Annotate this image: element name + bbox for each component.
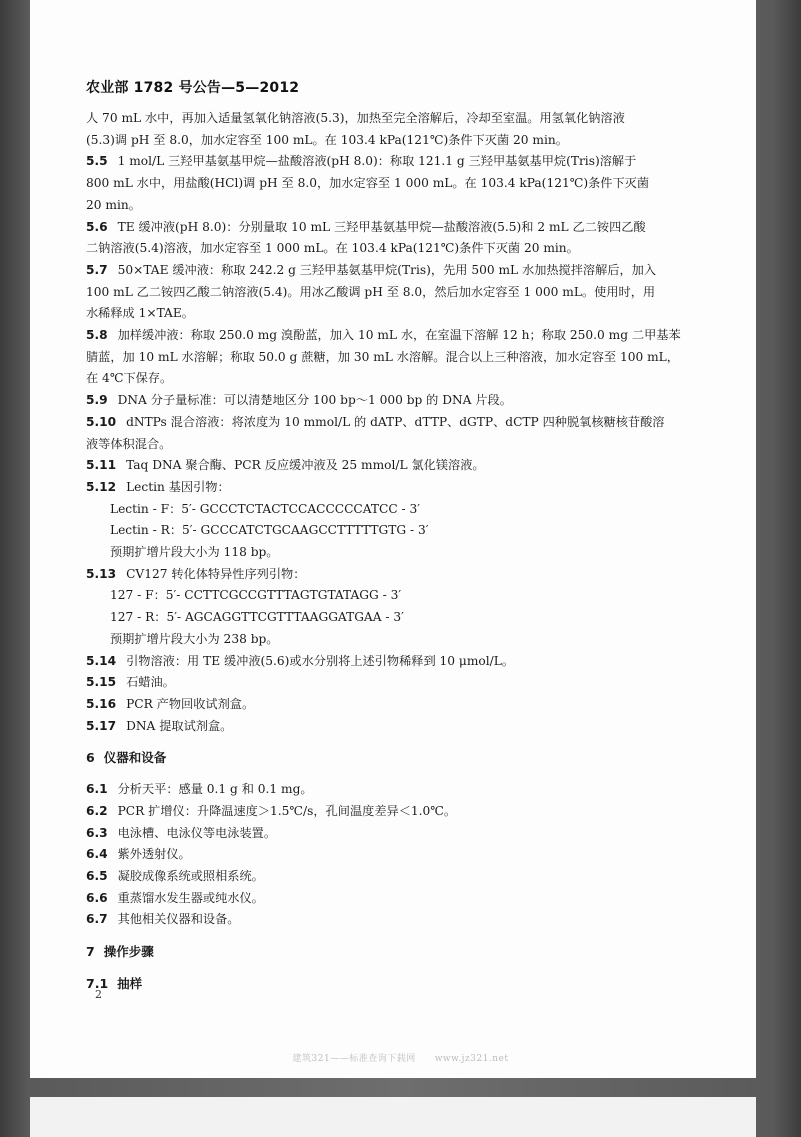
clause-text: 127 - F：5′- CCTTCGCCGTTTAGTGTATAGG - 3′ bbox=[110, 588, 402, 603]
clause-number: 5.11 bbox=[86, 458, 117, 473]
clause-text: (5.3)调 pH 至 8.0，加水定容至 100 mL。在 103.4 kPa(121℃)条件下灭菌 20 min。 bbox=[86, 132, 568, 147]
text-line bbox=[86, 542, 706, 564]
text-line bbox=[86, 779, 706, 801]
clause-text: 1 mol/L 三羟甲基氨基甲烷—盐酸溶液(pH 8.0)：称取 121.1 g 三羟甲基氨基甲烷(Tris)溶解于 bbox=[117, 154, 637, 169]
clause-text: 其他相关仪器和设备。 bbox=[117, 912, 240, 927]
section-7-heading bbox=[86, 941, 706, 963]
spacer bbox=[86, 931, 706, 941]
clause-number: 5.13 bbox=[86, 566, 117, 581]
clause-number: 5.10 bbox=[86, 414, 117, 429]
text-line bbox=[86, 694, 706, 716]
text-line bbox=[86, 564, 706, 586]
clause-text: TE 缓冲液(pH 8.0)：分别量取 10 mL 三羟甲基氨基甲烷—盐酸溶液(5.5)和 2 mL 乙二铵四乙酸 bbox=[117, 219, 646, 234]
text-line bbox=[86, 108, 706, 130]
clause-number: 5.7 bbox=[86, 262, 108, 277]
section-number: 7 bbox=[86, 944, 95, 960]
text-line bbox=[86, 434, 706, 456]
section-title: 操作步骤 bbox=[103, 944, 154, 960]
clause-number: 5.5 bbox=[86, 154, 108, 169]
subsection-title: 抽样 bbox=[117, 975, 143, 991]
clause-text: 重蒸馏水发生器或纯水仪。 bbox=[117, 890, 264, 905]
section-6-items bbox=[86, 779, 706, 931]
section-number: 6 bbox=[86, 750, 95, 766]
clause-number: 5.6 bbox=[86, 219, 108, 234]
clause-number: 6.2 bbox=[86, 803, 108, 818]
text-line bbox=[86, 195, 706, 217]
clause-text: Lectin - F：5′- GCCCTCTACTCCACCCCCATCC - 3′ bbox=[110, 501, 421, 516]
text-line bbox=[86, 716, 706, 738]
clause-text: 20 min。 bbox=[86, 197, 141, 212]
text-line bbox=[86, 303, 706, 325]
subsection-number: 7.1 bbox=[86, 975, 109, 991]
clause-number: 5.17 bbox=[86, 718, 117, 733]
clause-text: 预期扩增片段大小为 238 bp。 bbox=[110, 631, 279, 646]
subsection-7-1-heading bbox=[86, 973, 706, 995]
clause-number: 6.1 bbox=[86, 782, 108, 797]
text-line bbox=[86, 347, 706, 369]
clause-text: 二钠溶液(5.4)溶液，加水定容至 1 000 mL。在 103.4 kPa(121℃)条件下灭菌 20 min。 bbox=[86, 241, 579, 256]
text-line bbox=[86, 629, 706, 651]
clause-text: 凝胶成像系统或照相系统。 bbox=[117, 868, 264, 883]
text-line bbox=[86, 585, 706, 607]
clause-text: PCR 扩增仪：升降温速度＞1.5℃/s，孔间温度差异＜1.0℃。 bbox=[117, 803, 457, 818]
clause-number: 5.8 bbox=[86, 328, 108, 343]
text-line bbox=[86, 888, 706, 910]
spacer bbox=[86, 769, 706, 779]
clause-text: 预期扩增片段大小为 118 bp。 bbox=[110, 545, 279, 560]
spacer bbox=[86, 963, 706, 973]
clause-text: 50×TAE 缓冲液：称取 242.2 g 三羟甲基氨基甲烷(Tris)，先用 500 mL 水加热搅拌溶解后，加入 bbox=[117, 262, 657, 277]
text-line bbox=[86, 368, 706, 390]
watermark-footer: 建筑321——标准查询下载网 www.jz321.net bbox=[292, 1054, 509, 1064]
clause-text: 800 mL 水中，用盐酸(HCl)调 pH 至 8.0，加水定容至 1 000 mL。在 103.4 kPa(121℃)条件下灭菌 bbox=[86, 176, 650, 191]
spacer bbox=[86, 737, 706, 747]
text-line bbox=[86, 325, 706, 347]
text-line bbox=[86, 844, 706, 866]
section-5-items bbox=[86, 108, 706, 737]
text-line bbox=[86, 238, 706, 260]
clause-text: 石蜡油。 bbox=[126, 675, 175, 690]
clause-text: 腈蓝，加 10 mL 水溶解；称取 50.0 g 蔗糖，加 30 mL 水溶解。混合以上三种溶液，加水定容至 100 mL， bbox=[86, 349, 679, 364]
clause-number: 6.5 bbox=[86, 868, 108, 883]
text-line bbox=[86, 672, 706, 694]
text-line bbox=[86, 151, 706, 173]
clause-number: 5.12 bbox=[86, 479, 117, 494]
text-line bbox=[86, 282, 706, 304]
text-line bbox=[86, 390, 706, 412]
clause-number: 5.14 bbox=[86, 653, 117, 668]
clause-text: 加样缓冲液：称取 250.0 mg 溴酚蓝，加入 10 mL 水，在室温下溶解 12 h；称取 250.0 mg 二甲基苯 bbox=[117, 328, 681, 343]
text-line bbox=[86, 217, 706, 239]
clause-text: 引物溶液：用 TE 缓冲液(5.6)或水分别将上述引物稀释到 10 μmol/L。 bbox=[126, 653, 515, 668]
clause-text: 分析天平：感量 0.1 g 和 0.1 mg。 bbox=[117, 782, 313, 797]
text-line bbox=[86, 477, 706, 499]
clause-number: 6.3 bbox=[86, 825, 108, 840]
clause-number: 6.7 bbox=[86, 912, 108, 927]
clause-text: Lectin 基因引物： bbox=[126, 479, 230, 494]
section-6-heading bbox=[86, 747, 706, 769]
document-body bbox=[86, 108, 706, 994]
clause-text: DNA 分子量标准：可以清楚地区分 100 bp～1 000 bp 的 DNA 片段。 bbox=[117, 393, 512, 408]
text-line bbox=[86, 260, 706, 282]
page-header: 农业部 1782 号公告—5—2012 bbox=[86, 80, 300, 96]
clause-text: 127 - R：5′- AGCAGGTTCGTTTAAGGATGAA - 3′ bbox=[110, 610, 404, 625]
clause-text: 紫外透射仪。 bbox=[117, 847, 191, 862]
text-line bbox=[86, 651, 706, 673]
text-line bbox=[86, 130, 706, 152]
text-line bbox=[86, 866, 706, 888]
text-line bbox=[86, 173, 706, 195]
clause-text: 水稀释成 1×TAE。 bbox=[86, 306, 194, 321]
clause-text: Taq DNA 聚合酶、PCR 反应缓冲液及 25 mmol/L 氯化镁溶液。 bbox=[126, 458, 485, 473]
clause-text: 在 4℃下保存。 bbox=[86, 371, 173, 386]
clause-text: PCR 产物回收试剂盒。 bbox=[126, 696, 255, 711]
text-line bbox=[86, 607, 706, 629]
clause-text: 电泳槽、电泳仪等电泳装置。 bbox=[117, 825, 277, 840]
clause-number: 5.16 bbox=[86, 696, 117, 711]
text-line bbox=[86, 499, 706, 521]
text-line bbox=[86, 520, 706, 542]
page-number: 2 bbox=[95, 988, 102, 1001]
clause-text: DNA 提取试剂盒。 bbox=[126, 718, 233, 733]
section-title: 仪器和设备 bbox=[103, 750, 167, 766]
clause-number: 6.6 bbox=[86, 890, 108, 905]
next-page-edge bbox=[30, 1097, 756, 1137]
clause-number: 6.4 bbox=[86, 847, 108, 862]
clause-number: 5.15 bbox=[86, 675, 117, 690]
text-line bbox=[86, 412, 706, 434]
clause-text: dNTPs 混合溶液：将浓度为 10 mmol/L 的 dATP、dTTP、dGTP、dCTP 四种脱氧核糖核苷酸溶 bbox=[126, 414, 665, 429]
text-line bbox=[86, 801, 706, 823]
text-line bbox=[86, 455, 706, 477]
clause-text: 100 mL 乙二铵四乙酸二钠溶液(5.4)。用冰乙酸调 pH 至 8.0，然后加水定容至 1 000 mL。使用时，用 bbox=[86, 284, 656, 299]
clause-text: 液等体积混合。 bbox=[86, 436, 172, 451]
clause-text: 人 70 mL 水中，再加入适量氢氧化钠溶液(5.3)，加热至完全溶解后，冷却至室温。用氢氧化钠溶液 bbox=[86, 111, 625, 125]
clause-text: Lectin - R：5′- GCCCATCTGCAAGCCTTTTTGTG - 3′ bbox=[110, 523, 429, 538]
text-line bbox=[86, 823, 706, 845]
text-line bbox=[86, 909, 706, 931]
clause-text: CV127 转化体特异性序列引物： bbox=[126, 566, 306, 581]
clause-number: 5.9 bbox=[86, 393, 108, 408]
